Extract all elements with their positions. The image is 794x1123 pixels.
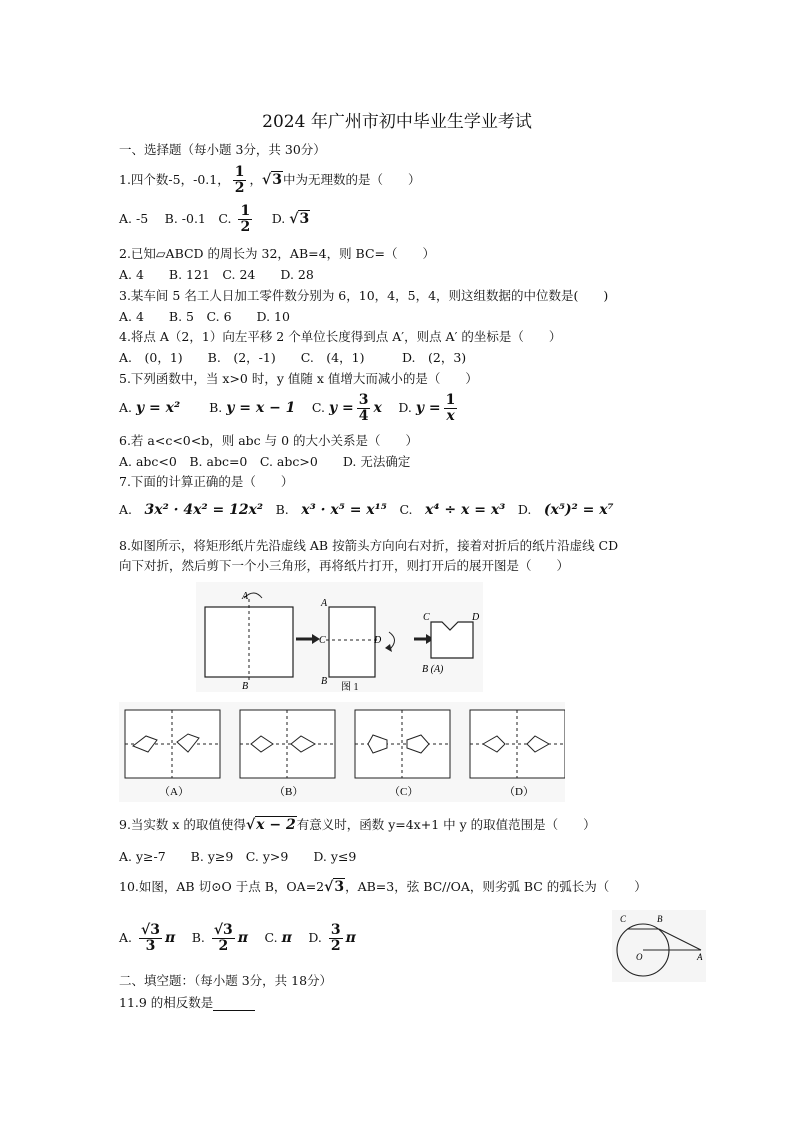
- label-B2: B: [321, 676, 328, 687]
- figure-8-choices: [119, 702, 565, 802]
- question-5: 5.下列函数中，当 x>0 时，y 值随 x 值增大而减小的是（ ）: [119, 371, 478, 386]
- question-2: 2.已知▱ABCD 的周长为 32，AB=4，则 BC=（ ）: [119, 246, 435, 261]
- question-10-options: A. $\frac{√3}{3}$ π B. $\frac{√3}{2}$ π C. π D. $\frac{3}{2}$ π: [119, 922, 356, 954]
- question-9-options: A. y≥-7 B. y≥9 C. y>9 D. y≤9: [119, 849, 357, 864]
- label-A: A: [697, 952, 703, 962]
- question-7-options: A. 3x² · 4x² = 12x² B. x³ · x⁵ = x¹⁵ C. x⁴ ÷ x = x³ D. (x⁵)² = x⁷: [119, 502, 614, 518]
- label-D: D: [374, 635, 382, 646]
- choice-A-label: （A）: [159, 786, 189, 798]
- question-2-options: A. 4 B. 121 C. 24 D. 28: [119, 267, 314, 282]
- choice-D-label: （D）: [504, 786, 534, 798]
- label-B: B: [657, 914, 663, 924]
- figure-1-folding: [196, 582, 483, 692]
- question-11: 11.9 的相反数是: [119, 995, 255, 1011]
- label-C2: C: [423, 612, 430, 623]
- fraction-half: $\frac{1}{2}$: [234, 164, 245, 196]
- figure-caption: 图 1: [341, 682, 359, 692]
- sqrt-3: √3: [261, 172, 282, 188]
- label-B: B: [242, 681, 249, 692]
- question-8-line1: 8.如图所示，将矩形纸片先沿虚线 AB 按箭头方向向右对折，接着对折后的纸片沿虚线 CD: [119, 538, 619, 553]
- question-4: 4.将点 A（2，1）向左平移 2 个单位长度得到点 A′，则点 A′ 的坐标是（ ）: [119, 329, 562, 344]
- exam-title: 2024 年广州市初中毕业生学业考试: [262, 112, 532, 132]
- question-3: 3.某车间 5 名工人日加工零件数分别为 6，10，4，5，4，则这组数据的中位数是( ): [119, 288, 609, 303]
- question-6: 6.若 a<c<0<b，则 abc 与 0 的大小关系是（ ）: [119, 433, 419, 448]
- question-4-options: A. (0，1) B. (2，-1) C. (4，1) D. (2，3): [119, 350, 467, 365]
- answer-blank[interactable]: [213, 998, 255, 1011]
- section-heading-choice: 一、选择题（每小题 3分，共 30分）: [119, 142, 326, 157]
- label-C: C: [319, 635, 326, 646]
- question-5-options: A. y = x² B. y = x − 1 C. y = $\frac{3}{4}$ x D. y = $\frac{1}{x}$: [119, 392, 456, 424]
- figure-10-circle-tangent: [612, 910, 706, 982]
- label-BA: B (A): [422, 664, 444, 675]
- question-6-options: A. abc<0 B. abc=0 C. abc>0 D. 无法确定: [119, 454, 411, 469]
- label-O: O: [636, 952, 643, 962]
- label-C: C: [620, 914, 627, 924]
- question-9: 9.当实数 x 的取值使得√x − 2有意义时，函数 y=4x+1 中 y 的取值范围是（ ）: [119, 817, 596, 833]
- choice-B-label: （B）: [274, 786, 304, 798]
- label-D2: D: [472, 612, 480, 623]
- section-heading-fill: 二、填空题：（每小题 3分，共 18分）: [119, 973, 333, 988]
- choice-C-label: （C）: [389, 786, 419, 798]
- question-3-options: A. 4 B. 5 C. 6 D. 10: [119, 309, 290, 324]
- question-7: 7.下面的计算正确的是（ ）: [119, 474, 294, 489]
- question-1: 1.四个数-5，-0.1， $\frac{1}{2}$ ，√3中为无理数的是（ ）: [119, 164, 421, 196]
- label-A2: A: [321, 598, 328, 609]
- label-A: A: [242, 591, 249, 602]
- question-1-options: A. -5 B. -0.1 C. $\frac{1}{2}$ D. √3: [119, 203, 310, 235]
- question-8-line2: 向下对折，然后剪下一个小三角形，再将纸片打开，则打开后的展开图是（ ）: [119, 558, 570, 573]
- question-10: 10.如图，AB 切⊙O 于点 B，OA=2√3，AB=3，弦 BC//OA，则劣弧 BC 的弧长为（ ）: [119, 879, 647, 895]
